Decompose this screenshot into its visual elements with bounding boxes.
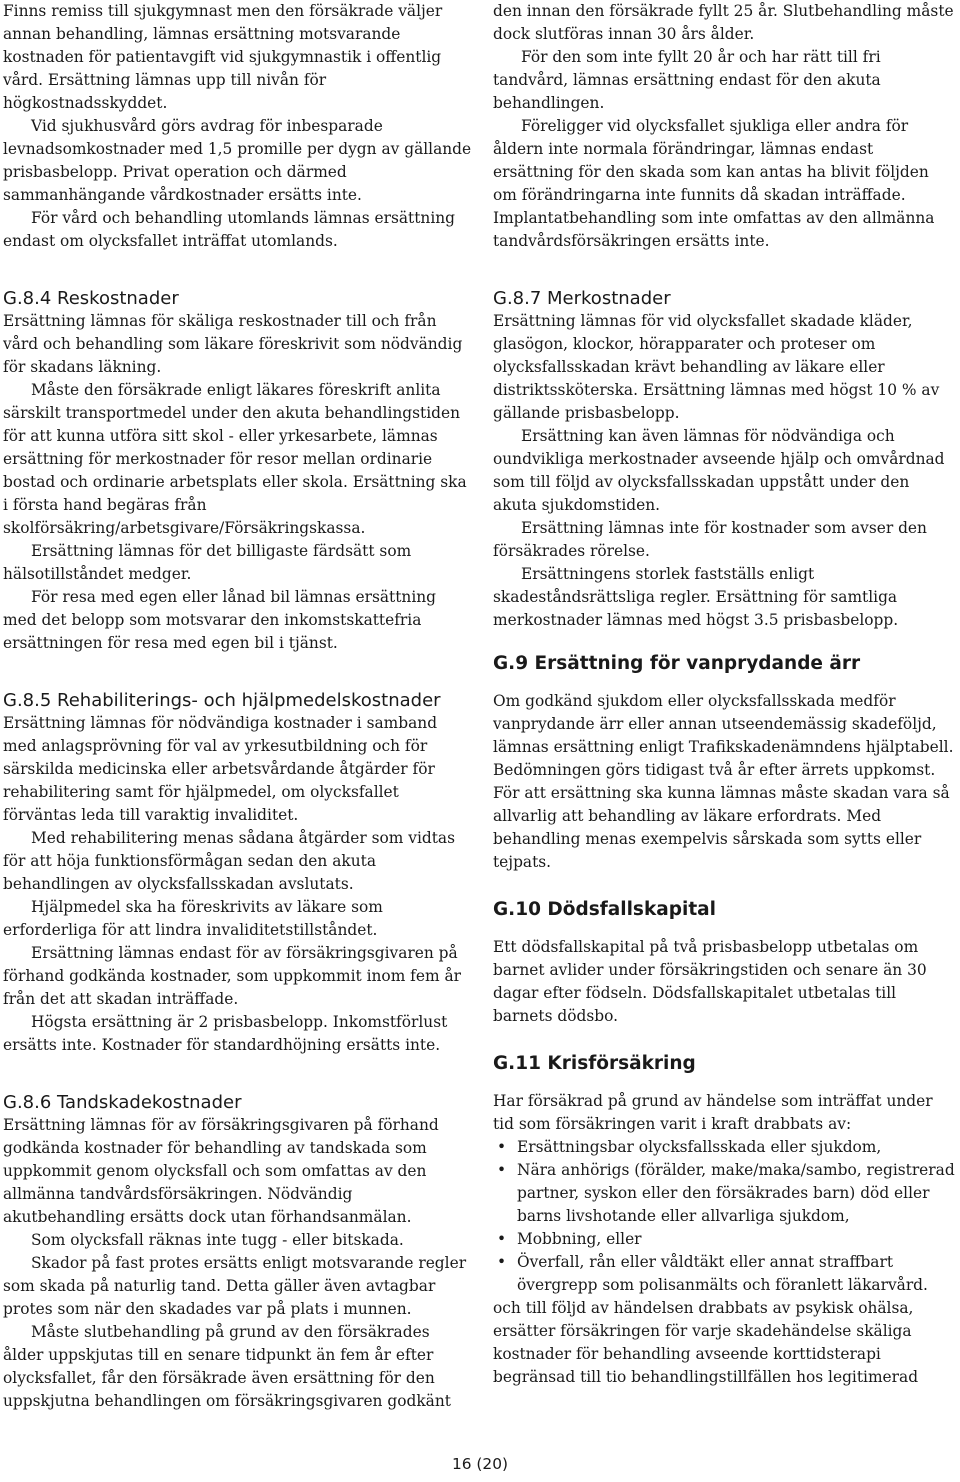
paragraph: Måste den försäkrade enligt läkares föreskrift anlita särskilt transportmedel under den akuta behandlingstiden för att kunna utföra sitt skol - eller yrkesarbete, lämnas ersättning för merkostnader för resor mellan ordinarie bostad och ordinarie arbetsplats eller skola. Ersättning ska i första hand begäras från skolförsäkring/arbetsgivare/Försäkringskassa. [3,381,467,537]
paragraph: Har försäkrad på grund av händelse som inträffat under tid som försäkringen varit i kraft drabbats av: [493,1092,933,1133]
heading-g10: G.10 Dödsfallskapital [493,899,716,920]
paragraph: Ersättning lämnas för nödvändiga kostnader i samband med anlagsprövning för val av yrkesutbildning och för särskilda medicinska eller arbetsvårdande åtgärder för rehabilitering samt för hjälpmedel, om olycksfallet förväntas leda till varaktig invaliditet. [3,714,438,824]
left-column [3,0,473,1413]
paragraph: Måste slutbehandling på grund av den försäkrades ålder uppskjutas till en senare tidpunkt än fem år efter olycksfallet, får den försäkrade även ersättning för den uppskjutna behandlingen om försäkringsgivaren godkänt [3,1323,451,1410]
paragraph: Ersättning lämnas för det billigaste färdsätt som hälsotillståndet medger. [3,542,412,583]
heading-g87: G.8.7 Merkostnader [493,288,671,309]
paragraph: Med rehabilitering menas sådana åtgärder som vidtas för att höja funktionsförmågan sedan den akuta behandlingen av olycksfallsskadan avslutats. [3,829,456,893]
bullet-list [493,1136,955,1297]
paragraph: Ersättning lämnas endast för av försäkringsgivaren på förhand godkända kostnader, som uppkommit inom fem år från det att skadan inträffade. [3,944,461,1008]
paragraph: den innan den försäkrade fyllt 25 år. Slutbehandling måste dock slutföras innan 30 års ålder. [493,2,954,43]
paragraph: För vård och behandling utomlands lämnas ersättning endast om olycksfallet inträffat utomlands. [3,209,456,250]
paragraph: Ersättning lämnas för av försäkringsgivaren på förhand godkända kostnader för behandling av tandskada som uppkommit genom olycksfall och som omfattas av den allmänna tandvårdsförsäkringen. Nödvändig akutbehandling ersätts dock utan förhandsanmälan. [3,1116,439,1226]
paragraph: Föreligger vid olycksfallet sjukliga eller andra för åldern inte normala förändringar, lämnas endast ersättning för den skada som kan antas ha blivit följden om förändringarna inte funnits då skadan inträffade. Implantatbehandling som inte omfattas av den allmänna tandvårdsförsäkringen ersätts inte. [493,117,935,250]
page-number: 16 (20) [451,1455,509,1473]
list-item: • Ersättningsbar olycksfallsskada eller sjukdom, [493,1136,955,1159]
paragraph: Skador på fast protes ersätts enligt motsvarande regler som skada på naturlig tand. Detta gäller även avtagbar protes som när den skadades var på plats i munnen. [3,1254,467,1318]
paragraph: Ett dödsfallskapital på två prisbasbelopp utbetalas om barnet avlider under försäkringstiden och senare än 30 dagar efter födseln. Dödsfallskapitalet utbetalas till barnets dödsbo. [493,938,927,1025]
heading-g85: G.8.5 Rehabiliterings- och hjälpmedelskostnader [3,690,441,711]
paragraph: Vid sjukhusvård görs avdrag för inbesparade levnadsomkostnader med 1,5 promille per dygn av gällande prisbasbelopp. Privat operation och därmed sammanhängande vårdkostnader ersätts inte. [3,117,472,204]
paragraph: Ersättning kan även lämnas för nödvändiga och oundvikliga merkostnader avseende hjälp och omvårdnad som till följd av olycksfallsskadan uppstått under den akuta sjukdomstiden. [493,427,945,514]
paragraph: Finns remiss till sjukgymnast men den försäkrade väljer annan behandling, lämnas ersättning motsvarande kostnaden för patientavgift vid sjukgymnastik i offentlig vård. Ersättning lämnas upp till nivån för högkostnadsskyddet. [3,2,443,112]
list-item: • Nära anhörigs (förälder, make/maka/sambo, registrerad partner, syskon eller den försäkrades barn) död eller barns livshotande eller allvarliga sjukdom, [493,1159,955,1228]
paragraph: Ersättning lämnas för vid olycksfallet skadade kläder, glasögon, klockor, hörapparater och proteser om olycksfallsskadan krävt behandling av läkare eller distriktssköterska. Ersättning lämnas med högst 10 % av gällande prisbasbelopp. [493,312,940,422]
paragraph: Som olycksfall räknas inte tugg - eller bitskada. [31,1231,404,1249]
heading-g86: G.8.6 Tandskadekostnader [3,1092,242,1113]
paragraph: Ersättning lämnas för skäliga reskostnader till och från vård och behandling som läkare föreskrivit som nödvändig för skadans läkning. [3,312,463,376]
paragraph: För resa med egen eller lånad bil lämnas ersättning med det belopp som motsvarar den inkomstskattefria ersättningen för resa med egen bil i tjänst. [3,588,437,652]
paragraph: och till följd av händelsen drabbats av psykisk ohälsa, ersätter försäkringen för varje skadehändelse skäliga kostnader för behandling avseende korttidsterapi begränsad till tio behandlingstillfällen hos legitimerad [493,1299,919,1386]
paragraph: För den som inte fyllt 20 år och har rätt till fri tandvård, lämnas ersättning endast för den akuta behandlingen. [493,48,881,112]
paragraph: Ersättning lämnas inte för kostnader som avser den försäkrades rörelse. [493,519,927,560]
paragraph: Hjälpmedel ska ha föreskrivits av läkare som erforderliga för att lindra invaliditetstillståndet. [3,898,383,939]
paragraph: Om godkänd sjukdom eller olycksfallsskada medför vanprydande ärr eller annan utseendemässig skadeföljd, lämnas ersättning enligt Trafikskadenämndens hjälptabell. Bedömningen görs tidigast två år efter ärrets uppkomst. För att ersättning ska kunna lämnas måste skadan vara så allvarlig att behandling av läkare erfordrats. Med behandling menas exempelvis sårskada som sytts eller tejpats. [493,692,954,871]
right-column [493,0,955,1389]
list-item: • Mobbning, eller [493,1228,955,1251]
heading-g9: G.9 Ersättning för vanprydande ärr [493,653,861,674]
heading-g11: G.11 Krisförsäkring [493,1053,696,1074]
paragraph: Ersättningens storlek fastställs enligt skadeståndsrättsliga regler. Ersättning för samtliga merkostnader lämnas med högst 3.5 prisbasbelopp. [493,565,899,629]
heading-g84: G.8.4 Reskostnader [3,288,179,309]
paragraph: Högsta ersättning är 2 prisbasbelopp. Inkomstförlust ersätts inte. Kostnader för standardhöjning ersätts inte. [3,1013,448,1054]
list-item: • Överfall, rån eller våldtäkt eller annat straffbart övergrepp som polisanmälts och föranlett läkarvård. [493,1251,955,1297]
